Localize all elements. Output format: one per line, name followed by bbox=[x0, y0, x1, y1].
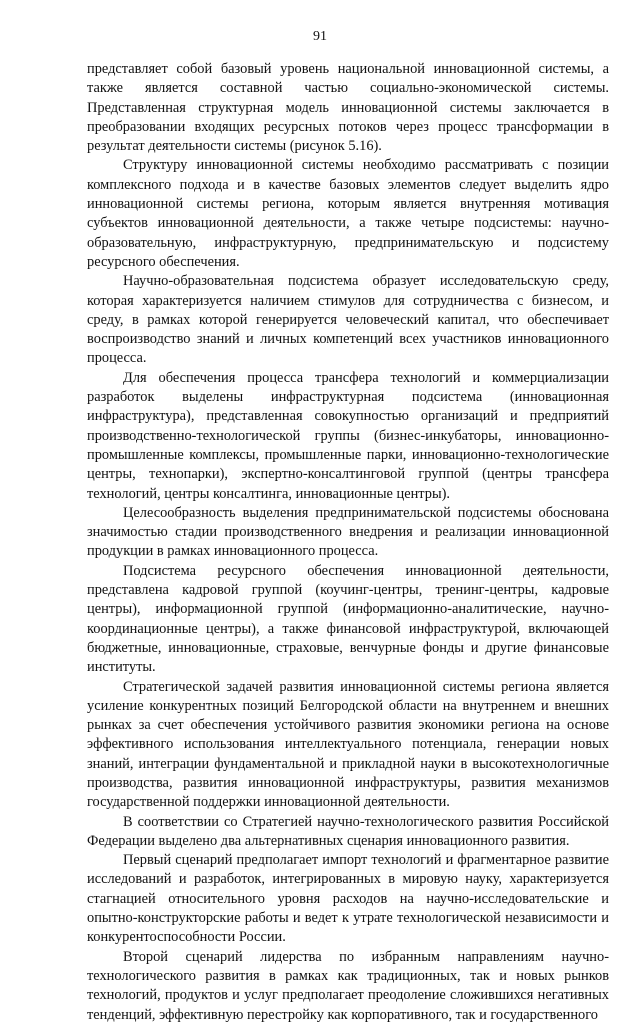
paragraph: Первый сценарий предполагает импорт технологий и фрагментарное развитие исследований и разработок, интегрированных в мировую науку, характеризуется стагнацией относительного уровня расходов на научно-исследовательские и опытно-конструкторские работы и ведет к утрате технологической независимости и конкурентоспособности России. bbox=[87, 852, 609, 946]
paragraph: Научно-образовательная подсистема образует исследовательскую среду, которая характеризуется наличием стимулов для сотрудничества с бизнесом, и среду, в рамках которой генерируется человеческий капитал, что обеспечивает воспроизводство знаний и личных компетенций всех участников инновационного процесса. bbox=[87, 273, 609, 367]
paragraph: Второй сценарий лидерства по избранным направлениям научно-технологического развития в рамках как традиционных, так и новых рынков технологий, продуктов и услуг предполагает преодоление сложившихся негативных тенденций, эффективную перестройку как корпоративного, так и государственного bbox=[87, 948, 609, 1023]
paragraph: В соответствии со Стратегией научно-технологического развития Российской Федерации выделено два альтернативных сценария инновационного развития. bbox=[87, 813, 609, 849]
paragraph: представляет собой базовый уровень национальной инновационной системы, а также является составной частью социально-экономической системы. Представленная структурная модель инновационной системы заключается в преобразовании входящих ресурсных потоков через процесс трансформации в результат деятельности системы (рисунок 5.16). bbox=[87, 61, 609, 155]
page-number: 91 bbox=[313, 29, 327, 44]
paragraph: Подсистема ресурсного обеспечения инновационной деятельности, представлена кадровой группой (коучинг-центры, тренинг-центры, кадровые центры), информационной группой (информационно-аналитические, научно-координационные центры), а также финансовой инфраструктурой, включающей бюджетные, инновационные, страховые, венчурные фонды и другие финансовые институты. bbox=[87, 562, 609, 676]
paragraph: Целесообразность выделения предпринимательской подсистемы обоснована значимостью стадии производственного внедрения и реализации инновационной продукции в рамках инновационного процесса. bbox=[87, 504, 609, 560]
paragraph: Для обеспечения процесса трансфера технологий и коммерциализации разработок выделены инфраструктурная подсистема (инновационная инфраструктура), представленная совокупностью организаций и предприятий производственно-технологической группы (бизнес-инкубаторы, инновационно-промышленные комплексы, промышленные парки, инновационно-технологические центры, технопарки), экспертно-консалтинговой группой (центры трансфера технологий, центры консалтинга, инновационные центры). bbox=[87, 369, 609, 502]
paragraph: Структуру инновационной системы необходимо рассматривать с позиции комплексного подхода и в качестве базовых элементов следует выделить ядро инновационной системы региона, которым является внутренняя мотивация субъектов инновационной деятельности, а также четыре подсистемы: научно-образовательную, инфраструктурную, предпринимательскую и подсистему ресурсного обеспечения. bbox=[87, 157, 609, 270]
body-text bbox=[87, 60, 609, 1025]
paragraph: Стратегической задачей развития инновационной системы региона является усиление конкурентных позиций Белгородской области на внутреннем и внешних рынках за счет обеспечения устойчивого развития экономики региона на основе эффективного использования интеллектуального потенциала, генерации новых знаний, интеграции фундаментальной и прикладной науки в высокотехнологичные производства, развития инновационной инфраструктуры, развития механизмов государственной поддержки инновационной деятельности. bbox=[87, 678, 609, 811]
